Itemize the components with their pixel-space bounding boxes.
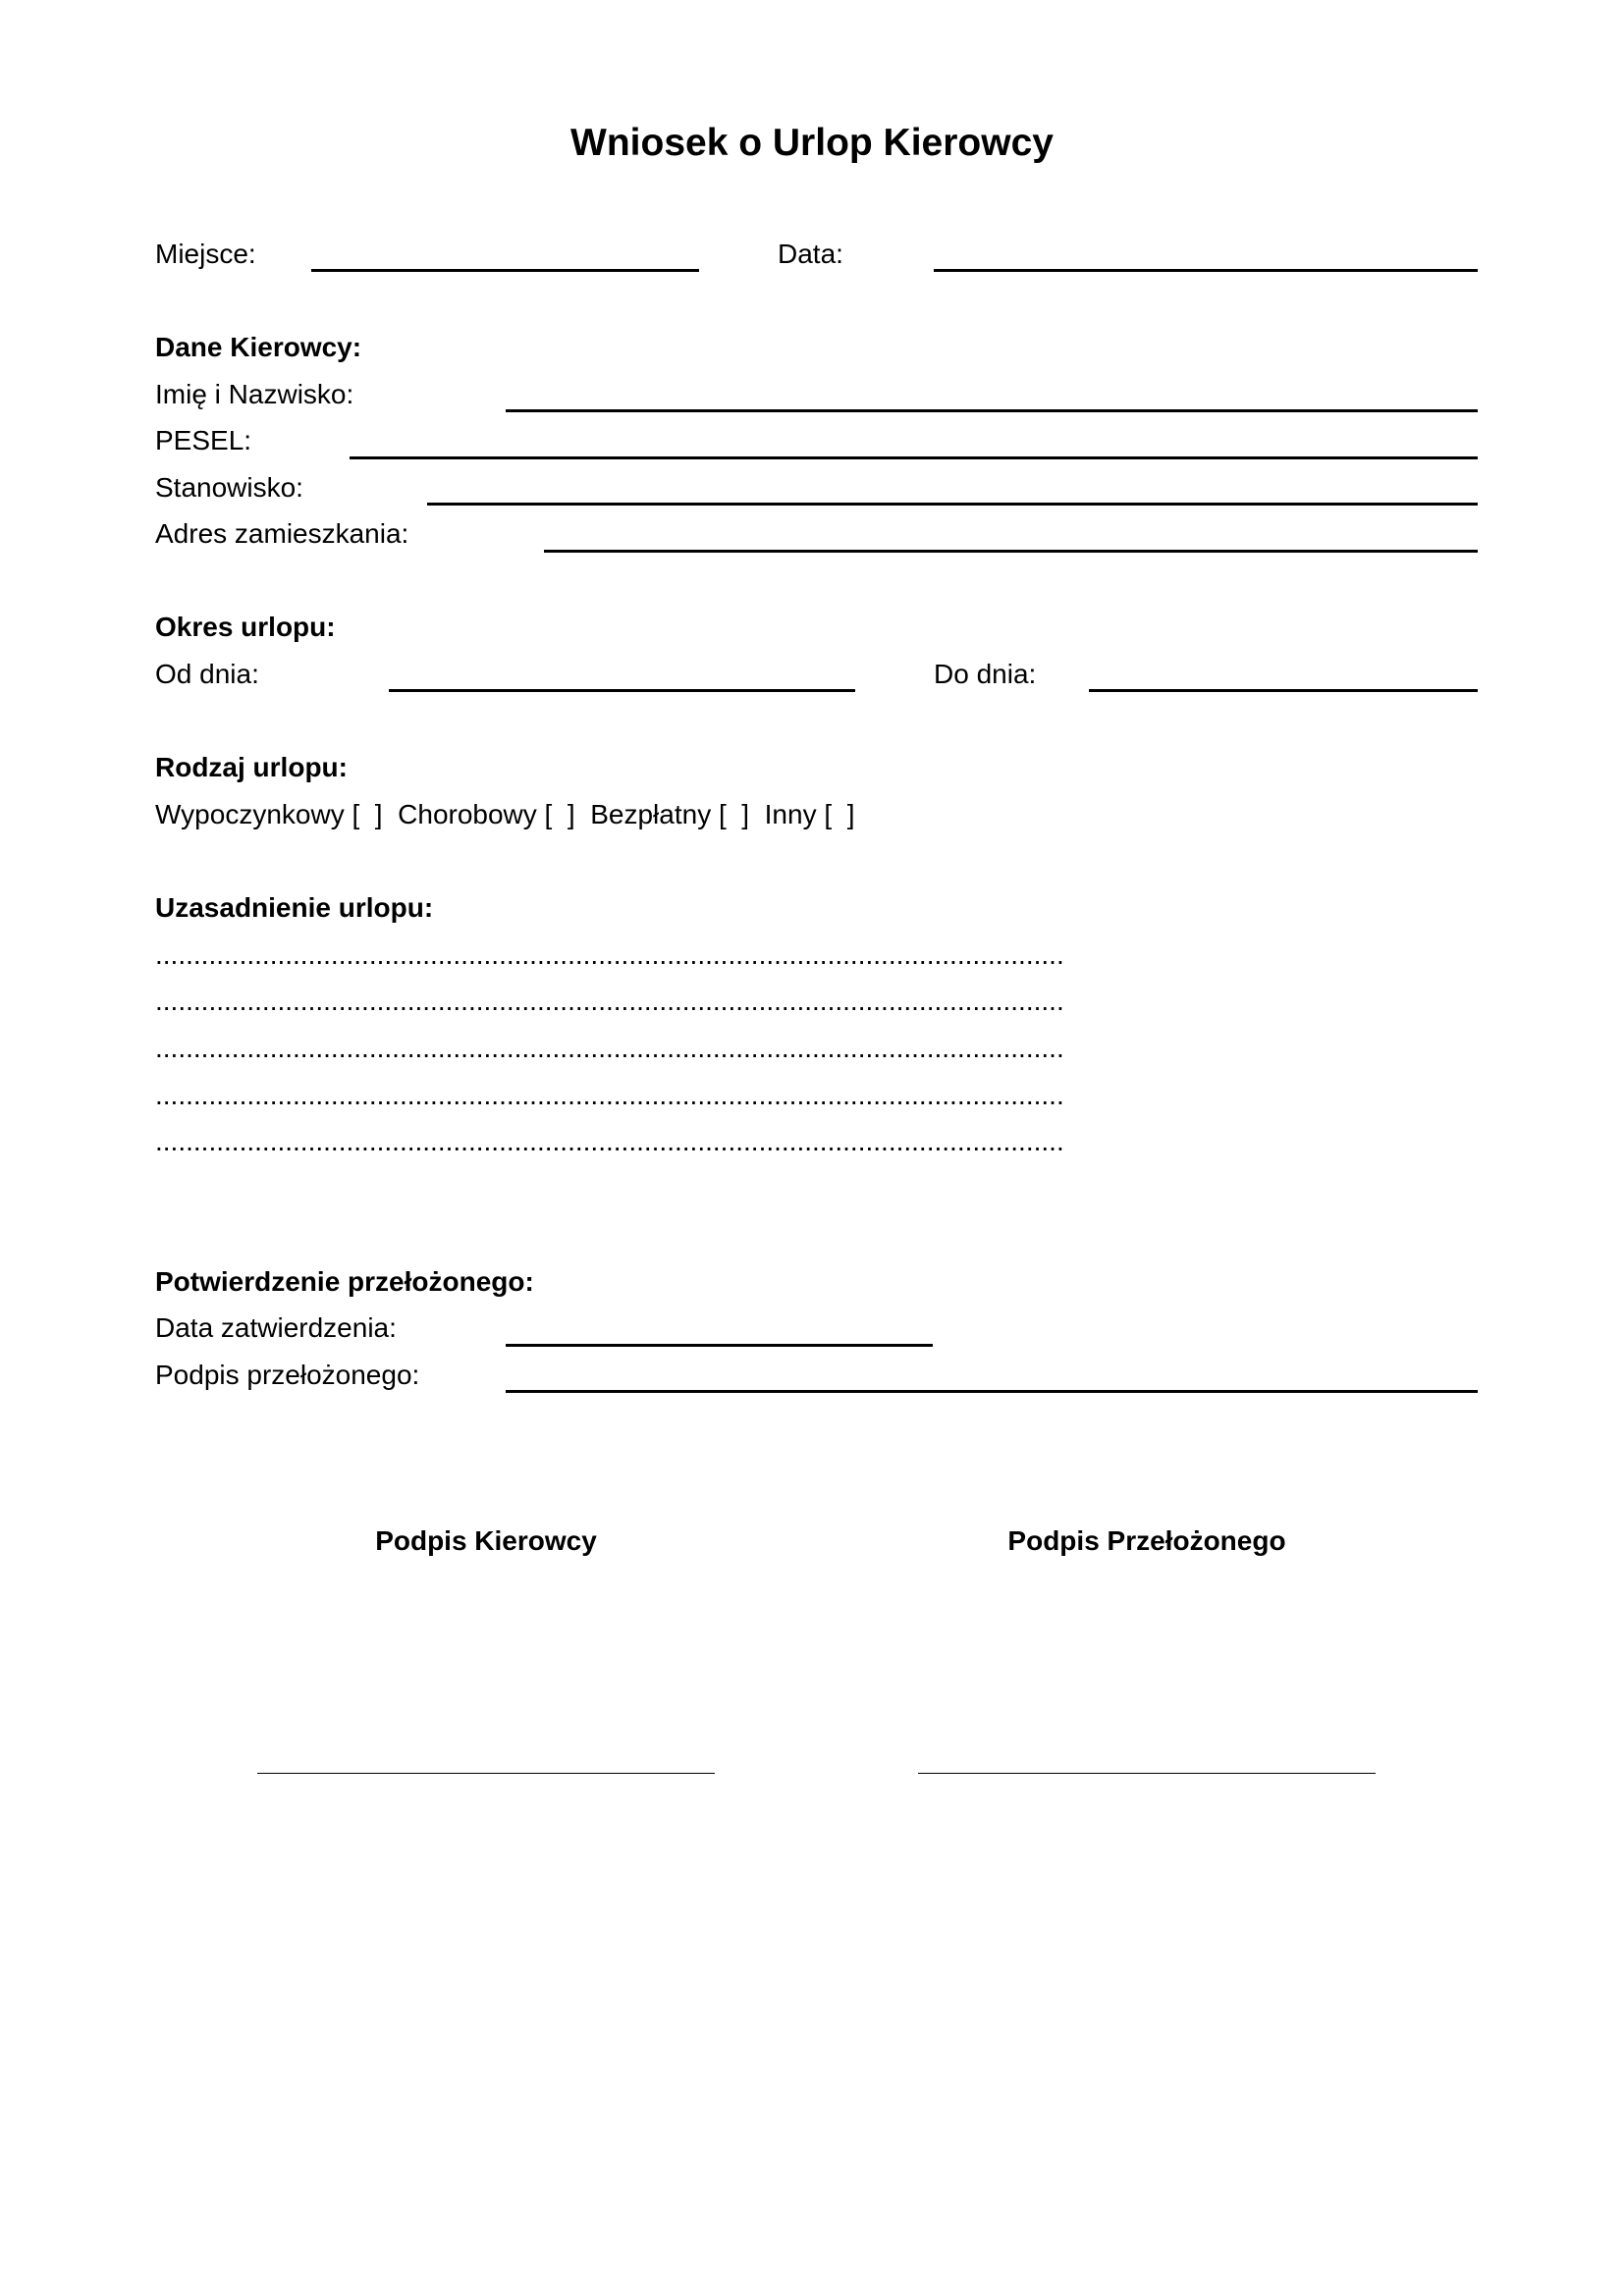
justification-line-3[interactable]: ....................................................................................................................... bbox=[155, 1033, 1064, 1063]
address-field-line[interactable] bbox=[544, 550, 1478, 553]
document-title: Wniosek o Urlop Kierowcy bbox=[570, 122, 1054, 164]
supervisor-signature-label: Podpis przełożonego: bbox=[155, 1360, 420, 1390]
name-label: Imię i Nazwisko: bbox=[155, 379, 354, 409]
justification-section-heading: Uzasadnienie urlopu: bbox=[155, 892, 434, 923]
from-date-field-line[interactable] bbox=[389, 689, 855, 692]
justification-line-2[interactable]: ....................................................................................................................... bbox=[155, 986, 1064, 1016]
place-label: Miejsce: bbox=[155, 239, 256, 269]
pesel-field-line[interactable] bbox=[350, 456, 1478, 459]
from-date-label: Od dnia: bbox=[155, 659, 259, 689]
date-field-line[interactable] bbox=[934, 269, 1478, 272]
supervisor-section-heading: Potwierdzenie przełożonego: bbox=[155, 1266, 534, 1297]
position-label: Stanowisko: bbox=[155, 472, 303, 503]
justification-line-4[interactable]: ....................................................................................................................... bbox=[155, 1080, 1064, 1110]
driver-signature-caption: Podpis Kierowcy bbox=[375, 1525, 597, 1556]
to-date-field-line[interactable] bbox=[1089, 689, 1478, 692]
period-section-heading: Okres urlopu: bbox=[155, 612, 336, 642]
driver-section-heading: Dane Kierowcy: bbox=[155, 332, 362, 362]
position-field-line[interactable] bbox=[427, 503, 1478, 506]
date-label: Data: bbox=[778, 239, 843, 269]
leave-type-options[interactable]: Wypoczynkowy [ ] Chorobowy [ ] Bezpłatny [ ] Inny [ ] bbox=[155, 799, 855, 829]
driver-signature-line[interactable] bbox=[257, 1773, 715, 1774]
justification-line-1[interactable]: ....................................................................................................................... bbox=[155, 939, 1064, 970]
to-date-label: Do dnia: bbox=[934, 659, 1037, 689]
address-label: Adres zamieszkania: bbox=[155, 518, 409, 549]
approval-date-field-line[interactable] bbox=[506, 1344, 933, 1347]
justification-line-5[interactable]: ....................................................................................................................... bbox=[155, 1126, 1064, 1156]
supervisor-signature-line[interactable] bbox=[918, 1773, 1376, 1774]
approval-date-label: Data zatwierdzenia: bbox=[155, 1312, 397, 1343]
pesel-label: PESEL: bbox=[155, 425, 252, 455]
name-field-line[interactable] bbox=[506, 409, 1478, 412]
supervisor-signature-caption: Podpis Przełożonego bbox=[1007, 1525, 1286, 1556]
supervisor-signature-field-line[interactable] bbox=[506, 1390, 1478, 1393]
leave-type-section-heading: Rodzaj urlopu: bbox=[155, 752, 348, 782]
place-field-line[interactable] bbox=[311, 269, 699, 272]
